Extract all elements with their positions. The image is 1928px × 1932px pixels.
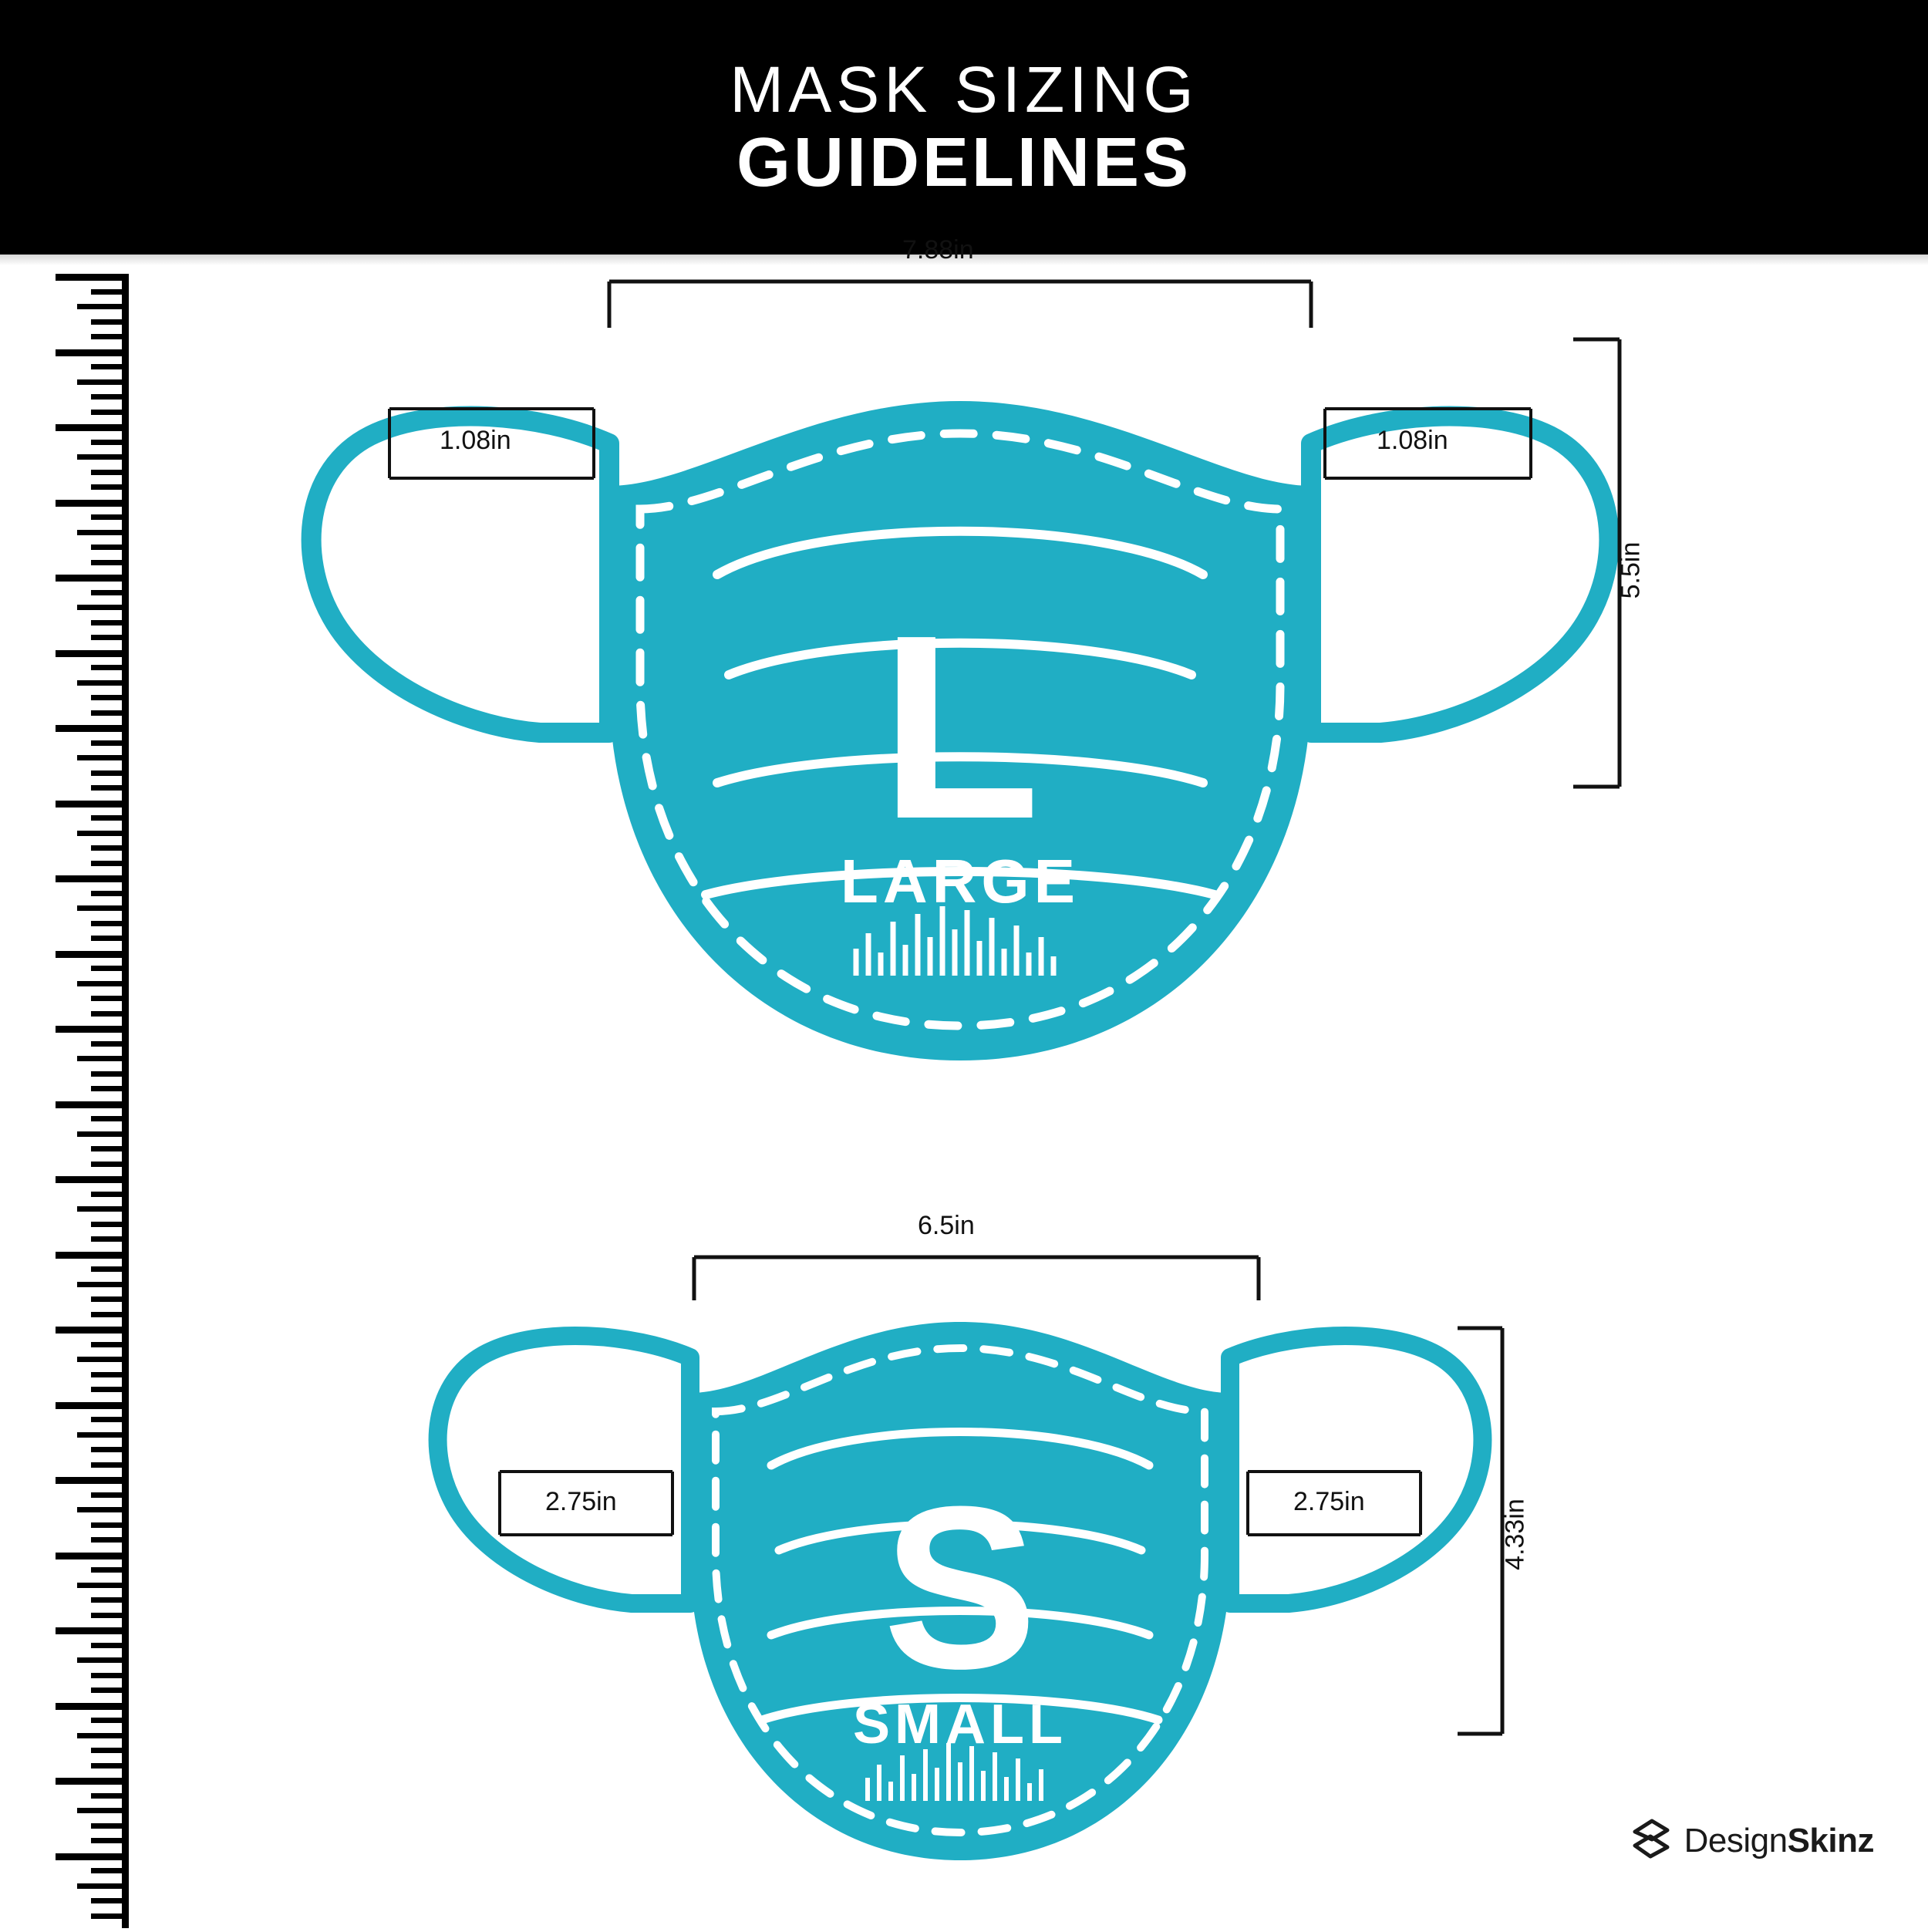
label-small-earloop-right: 2.75in bbox=[1293, 1487, 1365, 1516]
brand-name-first: Design bbox=[1684, 1821, 1788, 1860]
label-large-height: 5.5in bbox=[1616, 541, 1646, 599]
mask-diagram-stage bbox=[0, 235, 1928, 1928]
mask-large bbox=[312, 282, 1620, 1060]
label-small-earloop-left: 2.75in bbox=[545, 1487, 617, 1516]
dimension-large-width bbox=[609, 282, 1311, 328]
mask-large-letter: L bbox=[880, 581, 1040, 874]
page-title-line2: GUIDELINES bbox=[736, 124, 1192, 201]
brand-logo bbox=[1629, 1816, 1874, 1865]
mask-large-label: LARGE bbox=[841, 847, 1080, 915]
dimension-small-width bbox=[694, 1257, 1259, 1300]
mask-small-label: SMALL bbox=[853, 1694, 1067, 1755]
label-small-height: 4.33in bbox=[1500, 1499, 1530, 1570]
mask-small bbox=[438, 1257, 1502, 1860]
label-large-width: 7.88in bbox=[902, 235, 974, 265]
label-large-earloop-left: 1.08in bbox=[440, 426, 511, 455]
brand-name-second: Skinz bbox=[1787, 1821, 1874, 1860]
page-title-line1: MASK SIZING bbox=[730, 53, 1198, 126]
mask-small-letter: S bbox=[882, 1458, 1038, 1717]
designskinz-mark-icon bbox=[1629, 1816, 1674, 1865]
label-small-width: 6.5in bbox=[918, 1211, 975, 1240]
brand-name bbox=[1684, 1822, 1874, 1860]
page-header bbox=[0, 0, 1928, 255]
label-large-earloop-right: 1.08in bbox=[1377, 426, 1448, 455]
